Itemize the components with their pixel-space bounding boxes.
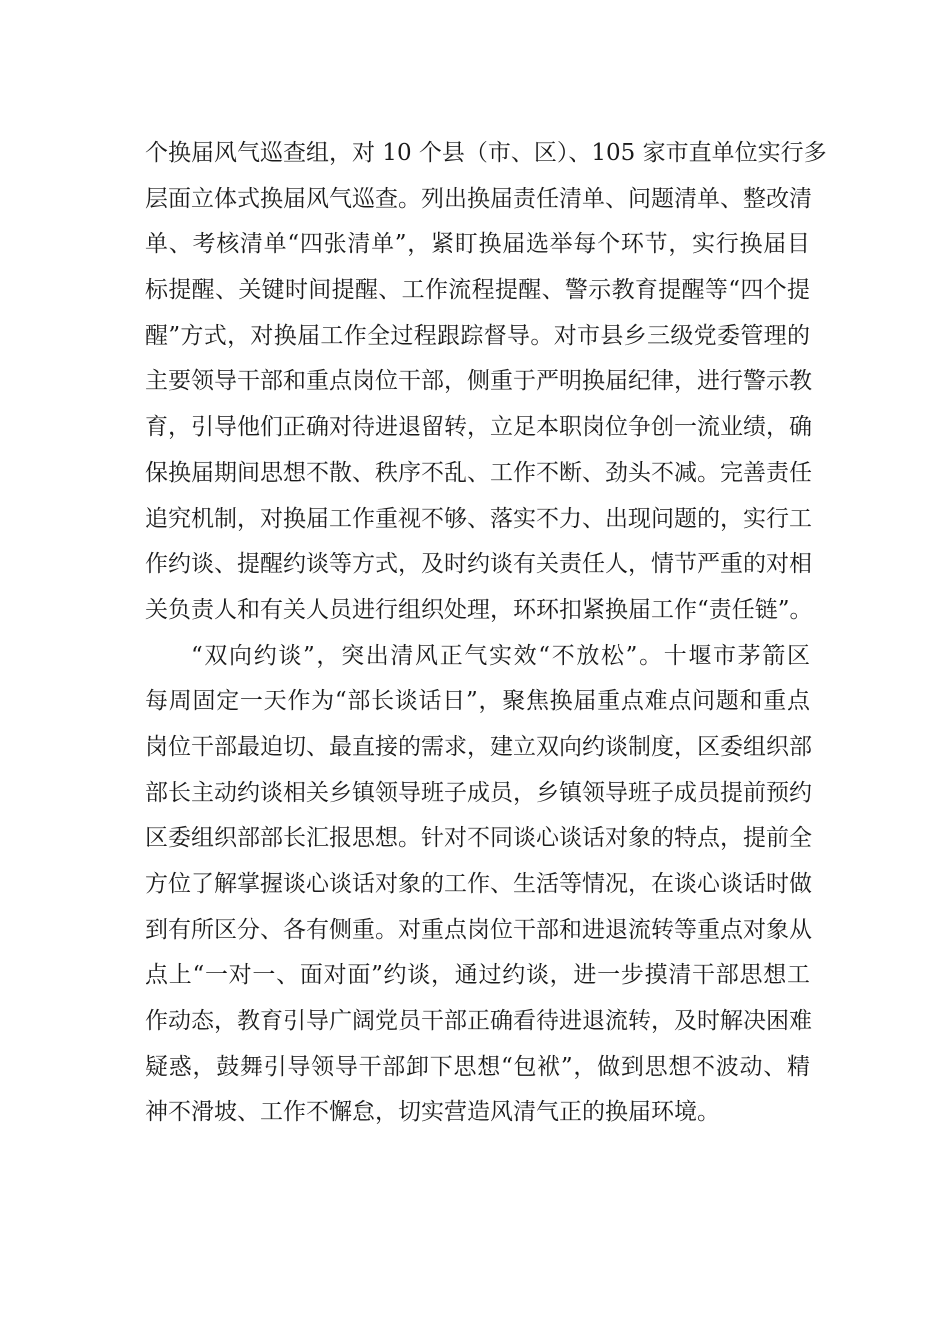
text-line: 疑惑，鼓舞引导领导干部卸下思想“包袱”，做到思想不波动、精 [145, 1053, 810, 1080]
text-line: 保换届期间思想不散、秩序不乱、工作不断、劲头不减。完善责任 [145, 459, 812, 486]
text-line: 主要领导干部和重点岗位干部，侧重于严明换届纪律，进行警示教 [145, 368, 812, 395]
text-line: 育，引导他们正确对待进退留转，立足本职岗位争创一流业绩，确 [145, 414, 812, 441]
text-line: 区委组织部部长汇报思想。针对不同谈心谈话对象的特点，提前全 [145, 825, 812, 852]
text-line: 岗位干部最迫切、最直接的需求，建立双向约谈制度，区委组织部 [145, 733, 812, 760]
text-line: 每周固定一天作为“部长谈话日”，聚焦换届重点难点问题和重点 [145, 688, 810, 715]
text-line: 追究机制，对换届工作重视不够、落实不力、出现问题的，实行工 [145, 505, 812, 532]
text-line: 部长主动约谈相关乡镇领导班子成员，乡镇领导班子成员提前预约 [145, 779, 812, 806]
text-line: 点上“一对一、面对面”约谈，通过约谈，进一步摸清干部思想工 [145, 962, 810, 989]
text-line: 到有所区分、各有侧重。对重点岗位干部和进退流转等重点对象从 [145, 916, 812, 943]
text-line: “双向约谈”，突出清风正气实效“不放松”。十堰市茅箭区 [191, 642, 810, 669]
text-line: 醒”方式，对换届工作全过程跟踪督导。对市县乡三级党委管理的 [145, 322, 810, 349]
text-line: 单、考核清单“四张清单”，紧盯换届选举每个环节，实行换届目 [145, 231, 810, 258]
text-line: 神不滑坡、工作不懈怠，切实营造风清气正的换届环境。 [145, 1099, 720, 1126]
text-line: 层面立体式换届风气巡查。列出换届责任清单、问题清单、整改清 [145, 185, 812, 212]
text-line: 关负责人和有关人员进行组织处理，环环扣紧换届工作“责任链”。 [145, 596, 813, 623]
text-line: 个换届风气巡查组，对 10 个县（市、区）、105 家市直单位实行多 [145, 140, 827, 166]
text-line: 方位了解掌握谈心谈话对象的工作、生活等情况，在谈心谈话时做 [145, 871, 812, 897]
body-text [145, 131, 827, 1136]
text-line: 作约谈、提醒约谈等方式，及时约谈有关责任人，情节严重的对相 [145, 551, 812, 578]
text-line: 标提醒、关键时间提醒、工作流程提醒、警示教育提醒等“四个提 [145, 277, 810, 304]
text-line: 作动态，教育引导广阔党员干部正确看待进退流转，及时解决困难 [145, 1008, 812, 1035]
